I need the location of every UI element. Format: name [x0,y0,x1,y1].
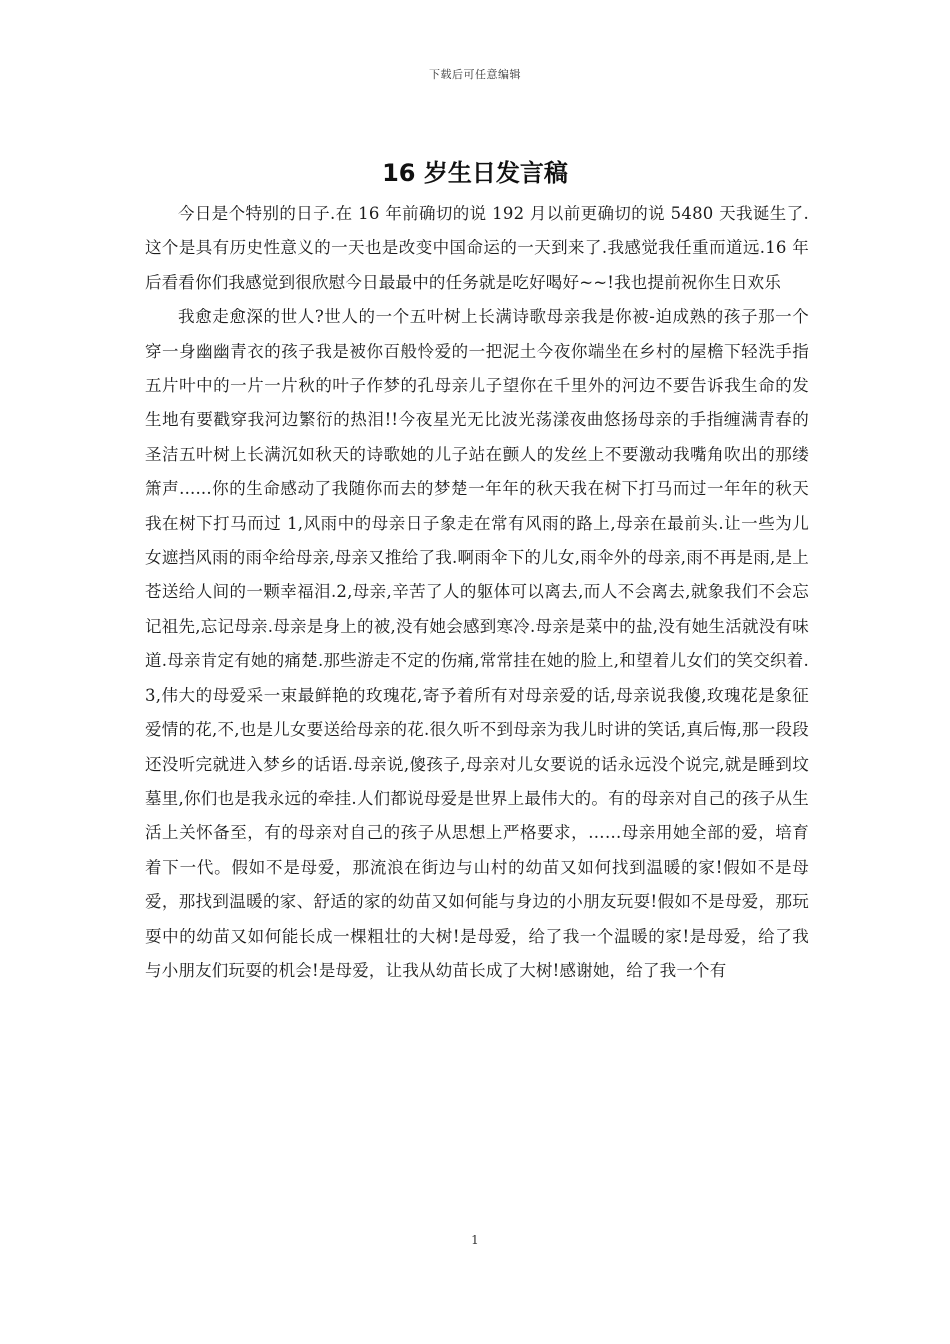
paragraph-2: 我愈走愈深的世人?世人的一个五叶树上长满诗歌母亲我是你被-迫成熟的孩子那一个穿一身幽幽青衣的孩子我是被你百般怜爱的一把泥土今夜你端坐在乡村的屋檐下轻洗手指五片叶中的一片一片秋的叶子作梦的孔母亲儿子望你在千里外的河边不要告诉我生命的发生地有要戳穿我河边繁衍的热泪!!今夜星光无比波光荡漾夜曲悠扬母亲的手指缠满青春的圣洁五叶树上长满沉如秋天的诗歌她的儿子站在颤人的发丝上不要激动我嘴角吹出的那缕箫声......你的生命感动了我随你而去的梦楚一年年的秋天我在树下打马而过一年年的秋天我在树下打马而过 1,风雨中的母亲日子象走在常有风雨的路上,母亲在最前头.让一些为儿女遮挡风雨的雨伞给母亲,母亲又推给了我.啊雨伞下的儿女,雨伞外的母亲,雨不再是雨,是上苍送给人间的一颗幸福泪.2,母亲,辛苦了人的躯体可以离去,而人不会离去,就象我们不会忘记祖先,忘记母亲.母亲是身上的被,没有她会感到寒冷.母亲是菜中的盐,没有她生活就没有味道.母亲肯定有她的痛楚.那些游走不定的伤痛,常常挂在她的脸上,和望着儿女们的笑交织着.3,伟大的母爱采一束最鲜艳的玫瑰花,寄予着所有对母亲爱的话,母亲说我傻,玫瑰花是象征爱情的花,不,也是儿女要送给母亲的花.很久听不到母亲为我儿时讲的笑话,真后悔,那一段段还没听完就进入梦乡的话语.母亲说,傻孩子,母亲对儿女要说的话永远没个说完,就是睡到坟墓里,你们也是我永远的牵挂.人们都说母爱是世界上最伟大的。有的母亲对自己的孩子从生活上关怀备至，有的母亲对自己的孩子从思想上严格要求，……母亲用她全部的爱，培育着下一代。假如不是母爱，那流浪在街边与山村的幼苗又如何找到温暖的家!假如不是母爱，那找到温暖的家、舒适的家的幼苗又如何能与身边的小朋友玩耍!假如不是母爱，那玩耍中的幼苗又如何能长成一棵粗壮的大树!是母爱，给了我一个温暖的家!是母爱，给了我与小朋友们玩耍的机会!是母爱，让我从幼苗长成了大树!感谢她，给了我一个有 [145,307,809,980]
page-number: 1 [471,1233,479,1247]
paragraph-1: 今日是个特别的日子.在 16 年前确切的说 192 月以前更确切的说 5480 天我诞生了.这个是具有历史性意义的一天也是改变中国命运的一天到来了.我感觉我任重而道远.16 年后看看你们我感觉到很欣慰今日最最中的任务就是吃好喝好~~!我也提前祝你生日欢乐 [145,204,809,292]
document-title: 16 岁生日发言稿 [382,159,568,187]
page-header-note: 下载后可任意编辑 [429,68,521,81]
document-body [145,197,809,988]
